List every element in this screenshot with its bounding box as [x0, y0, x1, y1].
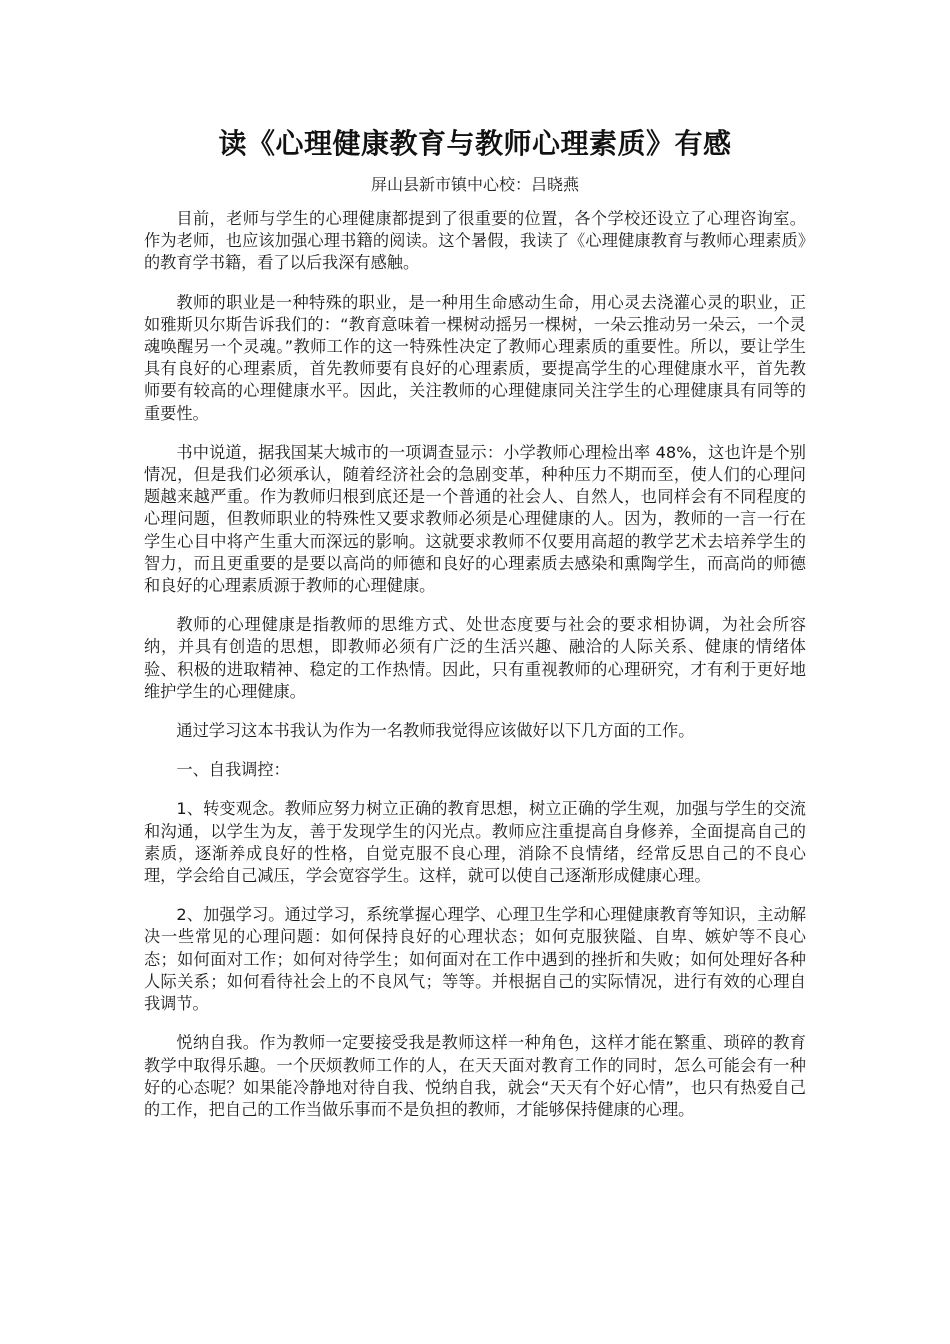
- section-heading-self-regulation: 一、自我调控：: [176, 760, 290, 780]
- paragraph-definition: 教师的心理健康是指教师的思维方式、处世态度要与社会的要求相协调，为社会所容纳，并具有创造的思想，即教师必须有广泛的生活兴趣、融洽的人际关系、健康的情绪体验、积极的进取精神、稳定的工作热情。因此，只有重视教师的心理研究，才有利于更好地维护学生的心理健康。: [144, 615, 806, 701]
- paragraph-intro: 目前，老师与学生的心理健康都提到了很重要的位置，各个学校还设立了心理咨询室。作为老师，也应该加强心理书籍的阅读。这个暑假，我读了《心理健康教育与教师心理素质》的教育学书籍，看了以后我深有感触。: [144, 209, 806, 273]
- paragraph-profession: 教师的职业是一种特殊的职业，是一种用生命感动生命，用心灵去浇灌心灵的职业，正如雅斯贝尔斯告诉我们的：“教育意味着一棵树动摇另一棵树，一朵云推动另一朵云，一个灵魂唤醒另一个灵魂。”教师工作的这一特殊性决定了教师心理素质的重要性。所以，要让学生具有良好的心理素质，首先教师要有良好的心理素质，要提高学生的心理健康水平，首先教师要有较高的心理健康水平。因此，关注教师的心理健康同关注学生的心理健康具有同等的重要性。: [144, 292, 806, 423]
- paragraph-transition: 通过学习这本书我认为作为一名教师我觉得应该做好以下几方面的工作。: [176, 721, 695, 741]
- paragraph-item-2: 2、加强学习。通过学习，系统掌握心理学、心理卫生学和心理健康教育等知识，主动解决一些常见的心理问题：如何保持良好的心理状态；如何克服狭隘、自卑、嫉妒等不良心态；如何面对工作；如何对待学生；如何面对在工作中遇到的挫折和失败；如何处理好各种人际关系；如何看待社会上的不良风气；等等。并根据自己的实际情况，进行有效的心理自我调节。: [144, 905, 806, 1014]
- author-line: 屏山县新市镇中心校：吕晓燕: [370, 175, 579, 194]
- paragraph-item-1: 1、转变观念。教师应努力树立正确的教育思想，树立正确的学生观，加强与学生的交流和沟通，以学生为友，善于发现学生的闪光点。教师应注重提高自身修养，全面提高自己的素质，逐渐养成良好的性格，自觉克服不良心理，消除不良情绪，经常反思自己的不良心理，学会给自己减压，学会宽容学生。这样，就可以使自己逐渐形成健康心理。: [144, 799, 806, 886]
- document-body: [144, 122, 806, 1138]
- paragraph-self-acceptance: 悦纳自我。作为教师一定要接受我是教师这样一种角色，这样才能在繁重、琐碎的教育教学中取得乐趣。一个厌烦教师工作的人，在天天面对教育工作的同时，怎么可能会有一种好的心态呢？如果能冷静地对待自我、悦纳自我，就会“天天有个好心情”，也只有热爱自己的工作，把自己的工作当做乐事而不是负担的教师，才能够保持健康的心理。: [144, 1033, 806, 1119]
- document-title: 读《心理健康教育与教师心理素质》有感: [218, 127, 732, 160]
- paragraph-survey: 书中说道，据我国某大城市的一项调查显示：小学教师心理检出率 48%，这也许是个别情况，但是我们必须承认，随着经济社会的急剧变革，种种压力不期而至，使人们的心理问题越来越严重。作为教师归根到底还是一个普通的社会人、自然人，也同样会有不同程度的心理问题，但教师职业的特殊性又要求教师必须是心理健康的人。因为，教师的一言一行在学生心目中将产生重大而深远的影响。这就要求教师不仅要用高超的教学艺术去培养学生的智力，而且更重要的是要以高尚的师德和良好的心理素质去感染和熏陶学生，而高尚的师德和良好的心理素质源于教师的心理健康。: [144, 442, 806, 596]
